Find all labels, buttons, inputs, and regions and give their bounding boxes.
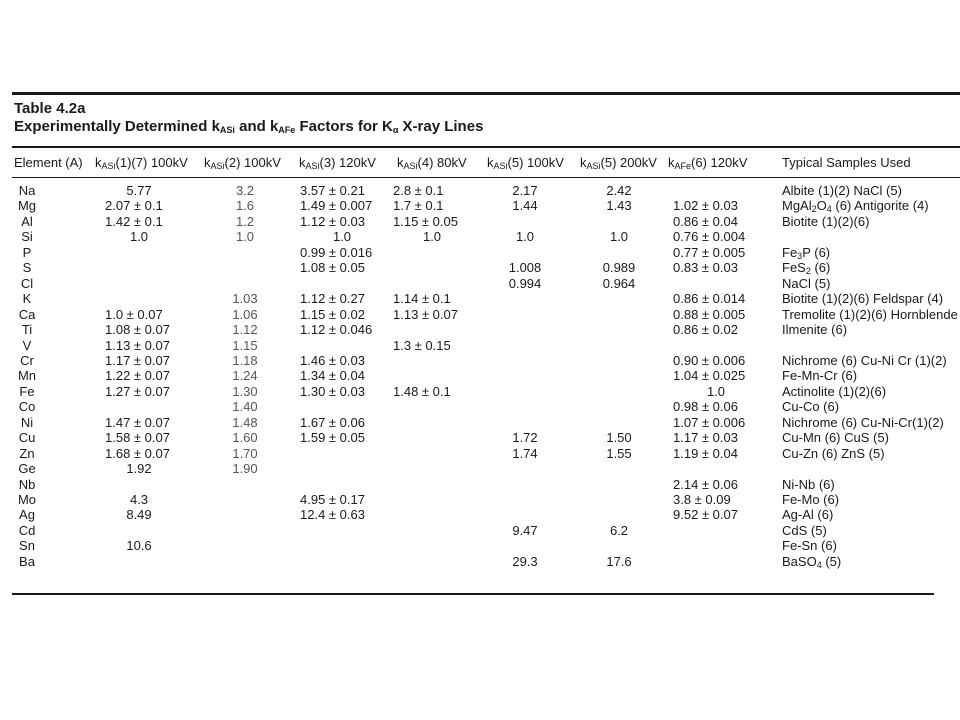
sample-text: Cu-Mn (6) CuS (5) — [782, 430, 889, 446]
sample-cell — [782, 276, 830, 291]
sample-cell — [782, 554, 841, 573]
value-cell: 1.55 — [606, 445, 632, 461]
element-symbol: Mn — [17, 368, 37, 384]
value-cell: 1.48 — [232, 414, 258, 430]
value-cell: 1.15 ± 0.05 — [393, 213, 458, 229]
column-header-text: k — [95, 155, 102, 170]
column-header — [14, 154, 83, 172]
value-cell: 0.83 ± 0.03 — [673, 260, 738, 276]
value-cell: 0.989 — [602, 260, 636, 276]
value-cell: 3.2 — [235, 183, 255, 198]
value-cell: 9.52 ± 0.07 — [673, 507, 738, 523]
element-symbol: V — [22, 337, 32, 353]
value-cell: 1.08 ± 0.07 — [105, 322, 170, 338]
column-header-text: k — [299, 155, 306, 170]
value-cell: 2.07 ± 0.1 — [105, 198, 163, 214]
element-symbol: K — [22, 291, 32, 307]
value-cell: 3.57 ± 0.21 — [300, 183, 365, 198]
sample-cell — [782, 507, 833, 522]
element-symbol: Co — [18, 399, 36, 415]
value-cell: 1.12 ± 0.03 — [300, 213, 365, 229]
value-cell: 1.72 — [512, 430, 538, 446]
sample-cell — [782, 523, 827, 538]
value-cell: 4.95 ± 0.17 — [300, 492, 365, 507]
value-cell: 1.47 ± 0.07 — [105, 414, 170, 430]
element-symbol: Sn — [19, 538, 35, 554]
element-symbol: Ge — [18, 461, 36, 477]
value-cell: 1.07 ± 0.006 — [673, 414, 746, 430]
sample-cell — [782, 430, 889, 445]
column-header-text: (5) 200kV — [600, 155, 657, 170]
sample-text: BaSO — [782, 553, 817, 569]
value-cell: 1.40 — [232, 399, 258, 415]
value-cell: 1.3 ± 0.15 — [393, 337, 451, 353]
sample-text: P (6) — [802, 244, 831, 260]
header-top-rule — [12, 146, 960, 148]
column-header-text: (1)(7) 100kV — [115, 155, 188, 170]
element-symbol: Al — [21, 213, 33, 229]
value-cell: 12.4 ± 0.63 — [300, 507, 365, 523]
sample-text: Albite (1)(2) NaCl (5) — [782, 183, 902, 198]
sample-text: Biotite (1)(2)(6) Feldspar (4) — [782, 291, 944, 307]
value-cell: 1.17 ± 0.07 — [105, 352, 170, 368]
value-cell: 10.6 — [126, 538, 152, 554]
value-cell: 1.74 — [512, 445, 538, 461]
value-cell: 1.03 — [232, 291, 258, 307]
value-cell: 6.2 — [609, 522, 629, 538]
column-header-text: (5) 100kV — [507, 155, 564, 170]
element-symbol: Mg — [17, 198, 37, 214]
value-cell: 0.964 — [602, 275, 636, 291]
sample-text: Nichrome (6) Cu-Ni Cr (1)(2) — [782, 352, 947, 368]
sample-cell — [782, 291, 943, 306]
bottom-rule — [12, 593, 934, 595]
value-cell: 1.04 ± 0.025 — [673, 368, 746, 384]
value-cell: 1.12 ± 0.046 — [300, 322, 373, 338]
top-rule — [12, 92, 960, 95]
value-cell: 17.6 — [606, 553, 632, 569]
sample-cell — [782, 368, 857, 383]
value-cell: 8.49 — [126, 507, 152, 523]
element-symbol: Cr — [20, 352, 34, 368]
value-cell: 1.08 ± 0.05 — [300, 260, 365, 276]
value-cell: 1.48 ± 0.1 — [393, 383, 451, 399]
value-cell: 1.14 ± 0.1 — [393, 291, 451, 307]
value-cell: 1.30 ± 0.03 — [300, 383, 365, 399]
sample-cell — [782, 446, 885, 461]
sample-text: Fe-Mo (6) — [782, 492, 840, 507]
value-cell: 1.7 ± 0.1 — [393, 198, 444, 214]
sample-cell — [782, 384, 886, 399]
value-cell: 1.2 — [235, 213, 255, 229]
column-header-subscript: ASi — [586, 161, 601, 171]
sample-text: Ag-Al (6) — [782, 507, 834, 523]
column-header-subscript: AFe — [674, 161, 692, 171]
value-cell: 1.0 — [332, 229, 352, 245]
element-symbol: Fe — [19, 383, 35, 399]
value-cell: 1.15 ± 0.02 — [300, 306, 365, 322]
column-header-text: k — [580, 155, 587, 170]
element-symbol: Si — [21, 229, 33, 245]
element-symbol: Cl — [20, 275, 34, 291]
value-cell: 0.86 ± 0.014 — [673, 291, 746, 307]
value-cell: 1.46 ± 0.03 — [300, 352, 365, 368]
element-symbol: Nb — [18, 476, 36, 492]
sample-cell — [782, 538, 837, 553]
value-cell: 1.0 ± 0.07 — [105, 306, 163, 322]
sample-cell — [782, 214, 869, 229]
sample-cell — [782, 415, 944, 430]
element-symbol: Ag — [19, 507, 35, 523]
value-cell: 1.24 — [232, 368, 258, 384]
value-cell: 2.17 — [512, 183, 538, 198]
value-cell: 1.18 — [232, 352, 258, 368]
value-cell: 1.42 ± 0.1 — [105, 213, 163, 229]
value-cell: 1.13 ± 0.07 — [393, 306, 458, 322]
element-symbol: Ba — [19, 553, 35, 569]
column-header-text: (4) 80kV — [417, 155, 467, 170]
value-cell: 2.14 ± 0.06 — [673, 476, 738, 492]
value-cell: 5.77 — [126, 183, 152, 198]
sample-cell — [782, 183, 902, 198]
value-cell: 1.43 — [606, 198, 632, 214]
value-cell: 1.58 ± 0.07 — [105, 430, 170, 446]
formula-subscript: 2 — [805, 266, 811, 277]
column-header-text: (2) 100kV — [224, 155, 281, 170]
value-cell: 1.6 — [235, 198, 255, 214]
element-symbol: Mo — [17, 492, 37, 507]
table-title-block — [14, 100, 483, 139]
column-header-subscript: ASi — [403, 161, 418, 171]
sample-text: (6) — [810, 260, 831, 276]
value-cell: 1.0 — [235, 229, 255, 245]
formula-subscript: 3 — [797, 250, 803, 261]
value-cell: 1.92 — [126, 461, 152, 477]
element-symbol: Zn — [19, 445, 35, 461]
sample-text: (5) — [821, 553, 842, 569]
column-header — [397, 154, 467, 175]
formula-subscript: 2 — [811, 204, 817, 215]
value-cell: 1.44 — [512, 198, 538, 214]
value-cell: 1.59 ± 0.05 — [300, 430, 365, 446]
column-header-subscript: ASi — [210, 161, 225, 171]
element-symbol: Na — [18, 183, 36, 198]
value-cell: 1.0 — [129, 229, 149, 245]
sample-cell — [782, 477, 835, 492]
value-cell: 1.19 ± 0.04 — [673, 445, 738, 461]
column-header — [487, 154, 564, 175]
sample-text: Tremolite (1)(2)(6) Hornblende — [782, 306, 958, 322]
value-cell: 1.15 — [232, 337, 258, 353]
value-cell: 0.88 ± 0.005 — [673, 306, 746, 322]
formula-subscript: 4 — [816, 559, 822, 570]
value-cell: 1.0 — [422, 229, 442, 245]
formula-subscript: 4 — [826, 204, 832, 215]
value-cell: 2.8 ± 0.1 — [393, 183, 444, 198]
value-cell: 1.06 — [232, 306, 258, 322]
sample-cell — [782, 399, 839, 414]
value-cell: 0.994 — [508, 275, 542, 291]
table-caption: Experimentally Determined $k_{ASi}$ and $k_{AFe}$ Factors for $K_\alpha$ X-ray Lines — [14, 118, 484, 135]
element-symbol: Cu — [18, 430, 36, 446]
value-cell: 1.17 ± 0.03 — [673, 430, 738, 446]
value-cell: 1.008 — [508, 260, 542, 276]
column-header-subscript: ASi — [493, 161, 508, 171]
sample-text: Ilmenite (6) — [782, 322, 848, 338]
column-header — [668, 154, 747, 175]
value-cell: 3.8 ± 0.09 — [673, 492, 731, 507]
value-cell: 1.90 — [232, 461, 258, 477]
value-cell: 1.67 ± 0.06 — [300, 414, 365, 430]
value-cell: 1.68 ± 0.07 — [105, 445, 170, 461]
value-cell: 1.02 ± 0.03 — [673, 198, 738, 214]
sample-text: Fe-Sn (6) — [782, 538, 837, 554]
value-cell: 0.99 ± 0.016 — [300, 244, 373, 260]
sample-text: Nichrome (6) Cu-Ni-Cr(1)(2) — [782, 414, 944, 430]
sample-text: Biotite (1)(2)(6) — [782, 213, 870, 229]
column-header-text: k — [487, 155, 494, 170]
value-cell: 1.60 — [232, 430, 258, 446]
sample-text: CdS (5) — [782, 522, 827, 538]
value-cell: 1.13 ± 0.07 — [105, 337, 170, 353]
sample-text: Cu-Zn (6) ZnS (5) — [782, 445, 885, 461]
element-symbol: P — [22, 244, 32, 260]
value-cell: 0.86 ± 0.04 — [673, 213, 738, 229]
sample-cell — [782, 307, 958, 322]
element-symbol: Ni — [20, 414, 34, 430]
sample-text: FeS — [782, 260, 806, 276]
value-cell: 29.3 — [512, 553, 538, 569]
value-cell: 1.22 ± 0.07 — [105, 368, 170, 384]
value-cell: 0.86 ± 0.02 — [673, 322, 738, 338]
value-cell: 1.12 — [232, 322, 258, 338]
value-cell: 1.49 ± 0.007 — [300, 198, 373, 214]
sample-cell — [782, 353, 947, 368]
sample-text: Fe-Mn-Cr (6) — [782, 368, 858, 384]
sample-text: MgAl — [782, 198, 812, 214]
value-cell: 1.70 — [232, 445, 258, 461]
column-header-text: k — [397, 155, 404, 170]
value-cell: 0.77 ± 0.005 — [673, 244, 746, 260]
value-cell: 9.47 — [512, 522, 538, 538]
value-cell: 1.0 — [706, 383, 726, 399]
column-header-text: (6) 120kV — [691, 155, 748, 170]
column-header — [95, 154, 188, 175]
column-header — [782, 154, 911, 172]
value-cell: 1.50 — [606, 430, 632, 446]
sample-text: Actinolite (1)(2)(6) — [782, 383, 887, 399]
sample-text: Fe — [782, 244, 798, 260]
column-header — [204, 154, 281, 175]
element-symbol: Ca — [18, 306, 36, 322]
value-cell: 1.27 ± 0.07 — [105, 383, 170, 399]
value-cell: 0.90 ± 0.006 — [673, 352, 746, 368]
sample-text: Cu-Co (6) — [782, 399, 840, 415]
column-header-text: Typical Samples Used — [782, 155, 911, 170]
column-header-text: Element (A) — [14, 155, 83, 170]
element-symbol: S — [22, 260, 32, 276]
column-header-subscript: ASi — [305, 161, 320, 171]
sample-text: Ni-Nb (6) — [782, 476, 835, 492]
sample-text: O — [816, 198, 827, 214]
value-cell: 1.34 ± 0.04 — [300, 368, 365, 384]
column-header-text: (3) 120kV — [319, 155, 376, 170]
value-cell: 2.42 — [606, 183, 632, 198]
column-header-subscript: ASi — [101, 161, 116, 171]
value-cell: 1.12 ± 0.27 — [300, 291, 365, 307]
value-cell: 0.76 ± 0.004 — [673, 229, 746, 245]
sample-cell — [782, 492, 839, 507]
value-cell: 1.0 — [515, 229, 535, 245]
value-cell: 1.30 — [232, 383, 258, 399]
value-cell: 4.3 — [129, 492, 149, 507]
value-cell: 0.98 ± 0.06 — [673, 399, 738, 415]
sample-text: NaCl (5) — [782, 275, 831, 291]
header-bottom-rule — [12, 177, 960, 178]
column-header — [580, 154, 657, 175]
element-symbol: Cd — [18, 522, 36, 538]
sample-cell — [782, 322, 847, 337]
value-cell: 1.0 — [609, 229, 629, 245]
sample-text: (6) Antigorite (4) — [831, 198, 929, 214]
table-number: Table 4.2a — [14, 100, 86, 117]
column-header — [299, 154, 376, 175]
element-symbol: Ti — [21, 322, 33, 338]
column-header-text: k — [204, 155, 211, 170]
column-header-text: k — [668, 155, 675, 170]
